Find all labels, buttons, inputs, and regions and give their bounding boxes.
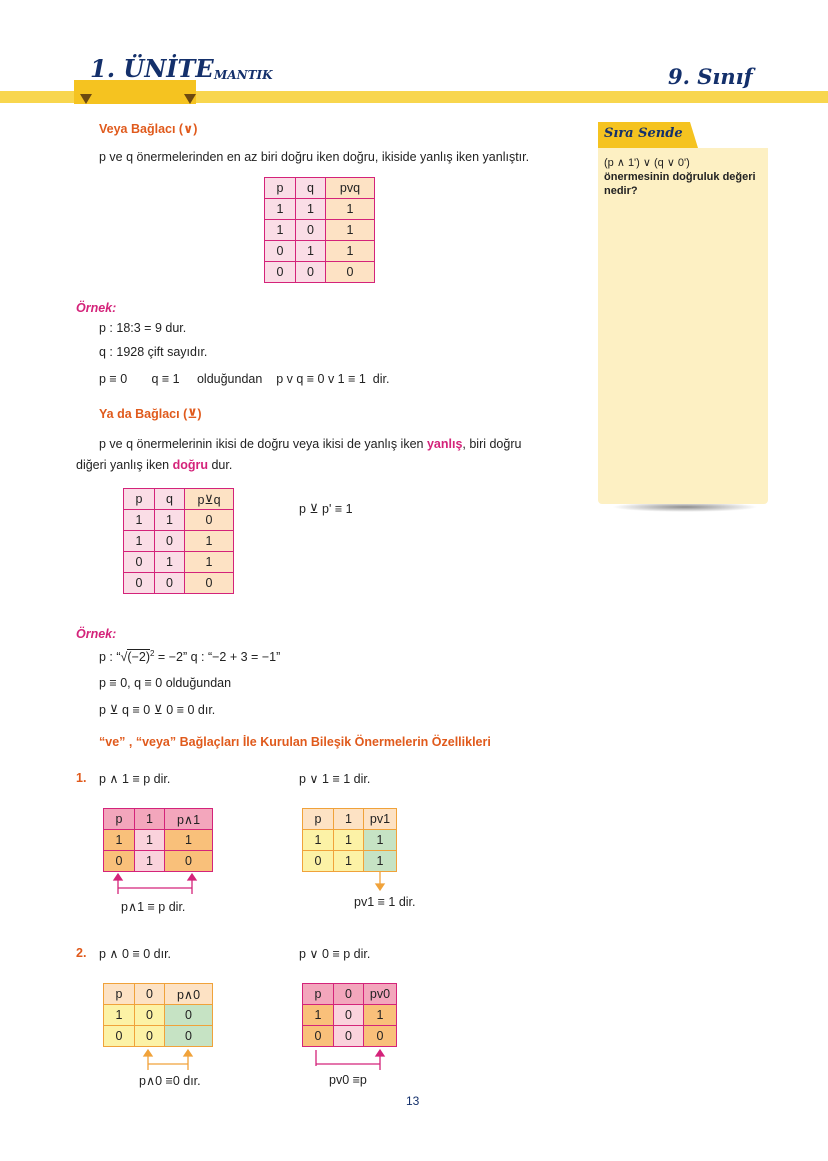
table-cell: 0	[334, 1026, 364, 1047]
example2-line1	[99, 649, 280, 664]
prop1-right-table	[302, 808, 397, 872]
table-cell: 0	[296, 262, 326, 283]
table-cell: 0	[303, 851, 334, 872]
table-cell: 0	[135, 1005, 165, 1026]
table-cell: 0	[364, 1026, 397, 1047]
table-header: pv1	[364, 809, 397, 830]
table-cell: 1	[265, 220, 296, 241]
table-header: p	[303, 984, 334, 1005]
sidebar-body	[604, 156, 766, 198]
table-cell: 0	[124, 552, 155, 573]
veya-title: Veya Bağlacı (∨)	[99, 122, 198, 136]
veya-desc: p ve q önermelerinden en az biri doğru iken doğru, ikiside yanlış iken yanlıştır.	[99, 150, 530, 164]
table-header: p⊻q	[185, 489, 234, 510]
yada-formula: p ⊻ p' ≡ 1	[299, 502, 353, 516]
unit-tab	[74, 80, 196, 104]
table-header: pvq	[326, 178, 375, 199]
table-cell: 0	[326, 262, 375, 283]
table-cell: 0	[155, 573, 185, 594]
example2-line1-b: = −2” q : “−2 + 3 = −1”	[154, 650, 281, 665]
prop2-left-rule: p ∧ 0 ≡ 0 dır.	[99, 947, 172, 961]
prop1-left-table	[103, 808, 213, 872]
yada-desc-d: diğeri yanlış iken	[76, 458, 173, 472]
example2-line1-a: p : “	[99, 650, 121, 665]
example2-radicand: (−2)	[127, 650, 150, 665]
prop1-left-arrows	[100, 870, 220, 896]
yada-desc-c: , biri doğru	[462, 437, 522, 451]
sidebar-title: Sıra Sende	[604, 126, 683, 141]
example1-label: Örnek:	[76, 301, 117, 315]
table-header: p	[265, 178, 296, 199]
table-cell: 0	[185, 510, 234, 531]
table-cell: 0	[165, 1026, 213, 1047]
tab-fold-right	[184, 94, 196, 104]
prop2-right-table	[302, 983, 397, 1047]
table-cell: 0	[165, 1005, 213, 1026]
prop2-number: 2.	[76, 946, 87, 960]
prop2-right-rule: p ∨ 0 ≡ p dir.	[299, 947, 371, 961]
table-cell: 0	[104, 851, 135, 872]
table-cell: 1	[135, 830, 165, 851]
sidebar-box	[598, 148, 768, 504]
table-cell: 1	[185, 552, 234, 573]
grade-label: 9. Sınıf	[668, 64, 753, 89]
table-header: p	[303, 809, 334, 830]
table-cell: 0	[124, 573, 155, 594]
table-cell: 1	[326, 199, 375, 220]
example2-label: Örnek:	[76, 627, 117, 641]
example1-line2: q : 1928 çift sayıdır.	[99, 345, 208, 359]
veya-table	[264, 177, 375, 283]
prop1-right-arrow	[372, 870, 392, 894]
yada-table	[123, 488, 234, 594]
sidebar-question: önermesinin doğruluk değeri nedir?	[604, 171, 756, 197]
sidebar-expr: (p ∧ 1') ∨ (q ∨ 0')	[604, 157, 690, 169]
prop1-number: 1.	[76, 771, 87, 785]
bracket-arrow-icon	[316, 1050, 384, 1070]
yada-desc-line1	[99, 437, 521, 451]
table-cell: 1	[104, 1005, 135, 1026]
table-cell: 1	[364, 1005, 397, 1026]
unit-title: 1. ÜNİTE	[90, 54, 214, 83]
down-arrow-icon	[376, 872, 384, 890]
table-cell: 1	[165, 830, 213, 851]
example1-line3: p ≡ 0 q ≡ 1 olduğundan p v q ≡ 0 v 1 ≡ 1 dir.	[99, 372, 390, 386]
prop2-left-arrows	[130, 1046, 210, 1072]
table-cell: 0	[165, 851, 213, 872]
yada-desc-true: doğru	[172, 458, 208, 472]
page-number: 13	[406, 1094, 420, 1108]
table-cell: 1	[326, 241, 375, 262]
tab-fold-left	[80, 94, 92, 104]
prop2-left-note: p∧0 ≡0 dır.	[139, 1074, 201, 1088]
table-cell: 1	[296, 241, 326, 262]
table-cell: 1	[303, 1005, 334, 1026]
prop2-left-table	[103, 983, 213, 1047]
bracket-arrow-icon	[114, 874, 196, 894]
table-header: 1	[334, 809, 364, 830]
table-header: p	[104, 984, 135, 1005]
table-header: p	[104, 809, 135, 830]
table-cell: 0	[303, 1026, 334, 1047]
table-header: 1	[135, 809, 165, 830]
table-header: p∧1	[165, 809, 213, 830]
table-cell: 0	[334, 1005, 364, 1026]
yada-desc-line2	[76, 458, 232, 472]
bracket-arrow-icon	[144, 1050, 192, 1070]
prop2-right-note: pv0 ≡p	[329, 1073, 367, 1087]
exponent: 2	[150, 649, 155, 658]
table-cell: 1	[334, 851, 364, 872]
table-cell: 1	[155, 552, 185, 573]
table-cell: 1	[135, 851, 165, 872]
example2-line2: p ≡ 0, q ≡ 0 olduğundan	[99, 676, 232, 690]
table-cell: 0	[265, 241, 296, 262]
radical-icon: √	[120, 650, 128, 665]
table-header: pv0	[364, 984, 397, 1005]
table-cell: 1	[326, 220, 375, 241]
example2-line3: p ⊻ q ≡ 0 ⊻ 0 ≡ 0 dır.	[99, 703, 216, 717]
props-title: “ve” , “veya” Bağlaçları İle Kurulan Bileşik Önermelerin Özellikleri	[99, 735, 491, 749]
table-cell: 0	[135, 1026, 165, 1047]
table-header: p∧0	[165, 984, 213, 1005]
table-cell: 1	[124, 510, 155, 531]
table-cell: 1	[364, 830, 397, 851]
table-header: 0	[135, 984, 165, 1005]
yada-title: Ya da Bağlacı (⊻)	[99, 407, 202, 421]
table-cell: 1	[364, 851, 397, 872]
table-cell: 1	[124, 531, 155, 552]
table-cell: 1	[334, 830, 364, 851]
table-cell: 0	[155, 531, 185, 552]
prop2-right-arrows	[300, 1046, 400, 1072]
yada-desc-false: yanlış	[426, 437, 463, 451]
table-header: 0	[334, 984, 364, 1005]
table-cell: 1	[303, 830, 334, 851]
table-cell: 0	[296, 220, 326, 241]
prop1-right-note: pv1 ≡ 1 dir.	[354, 895, 416, 909]
table-cell: 1	[265, 199, 296, 220]
table-header: q	[296, 178, 326, 199]
table-cell: 1	[104, 830, 135, 851]
prop1-left-rule: p ∧ 1 ≡ p dir.	[99, 772, 171, 786]
table-cell: 0	[185, 573, 234, 594]
subject-title: MANTIK	[214, 68, 273, 82]
example1-line1: p : 18:3 = 9 dur.	[99, 321, 187, 335]
table-cell: 1	[296, 199, 326, 220]
prop1-left-note: p∧1 ≡ p dir.	[121, 900, 186, 914]
table-header: q	[155, 489, 185, 510]
yada-desc-a: p ve q önermelerinin ikisi de doğru veya ikisi de yanlış iken	[99, 437, 427, 451]
prop1-right-rule: p ∨ 1 ≡ 1 dir.	[299, 772, 371, 786]
table-cell: 1	[185, 531, 234, 552]
table-cell: 0	[265, 262, 296, 283]
table-cell: 0	[104, 1026, 135, 1047]
table-header: p	[124, 489, 155, 510]
yada-desc-f: dur.	[208, 458, 233, 472]
table-cell: 1	[155, 510, 185, 531]
